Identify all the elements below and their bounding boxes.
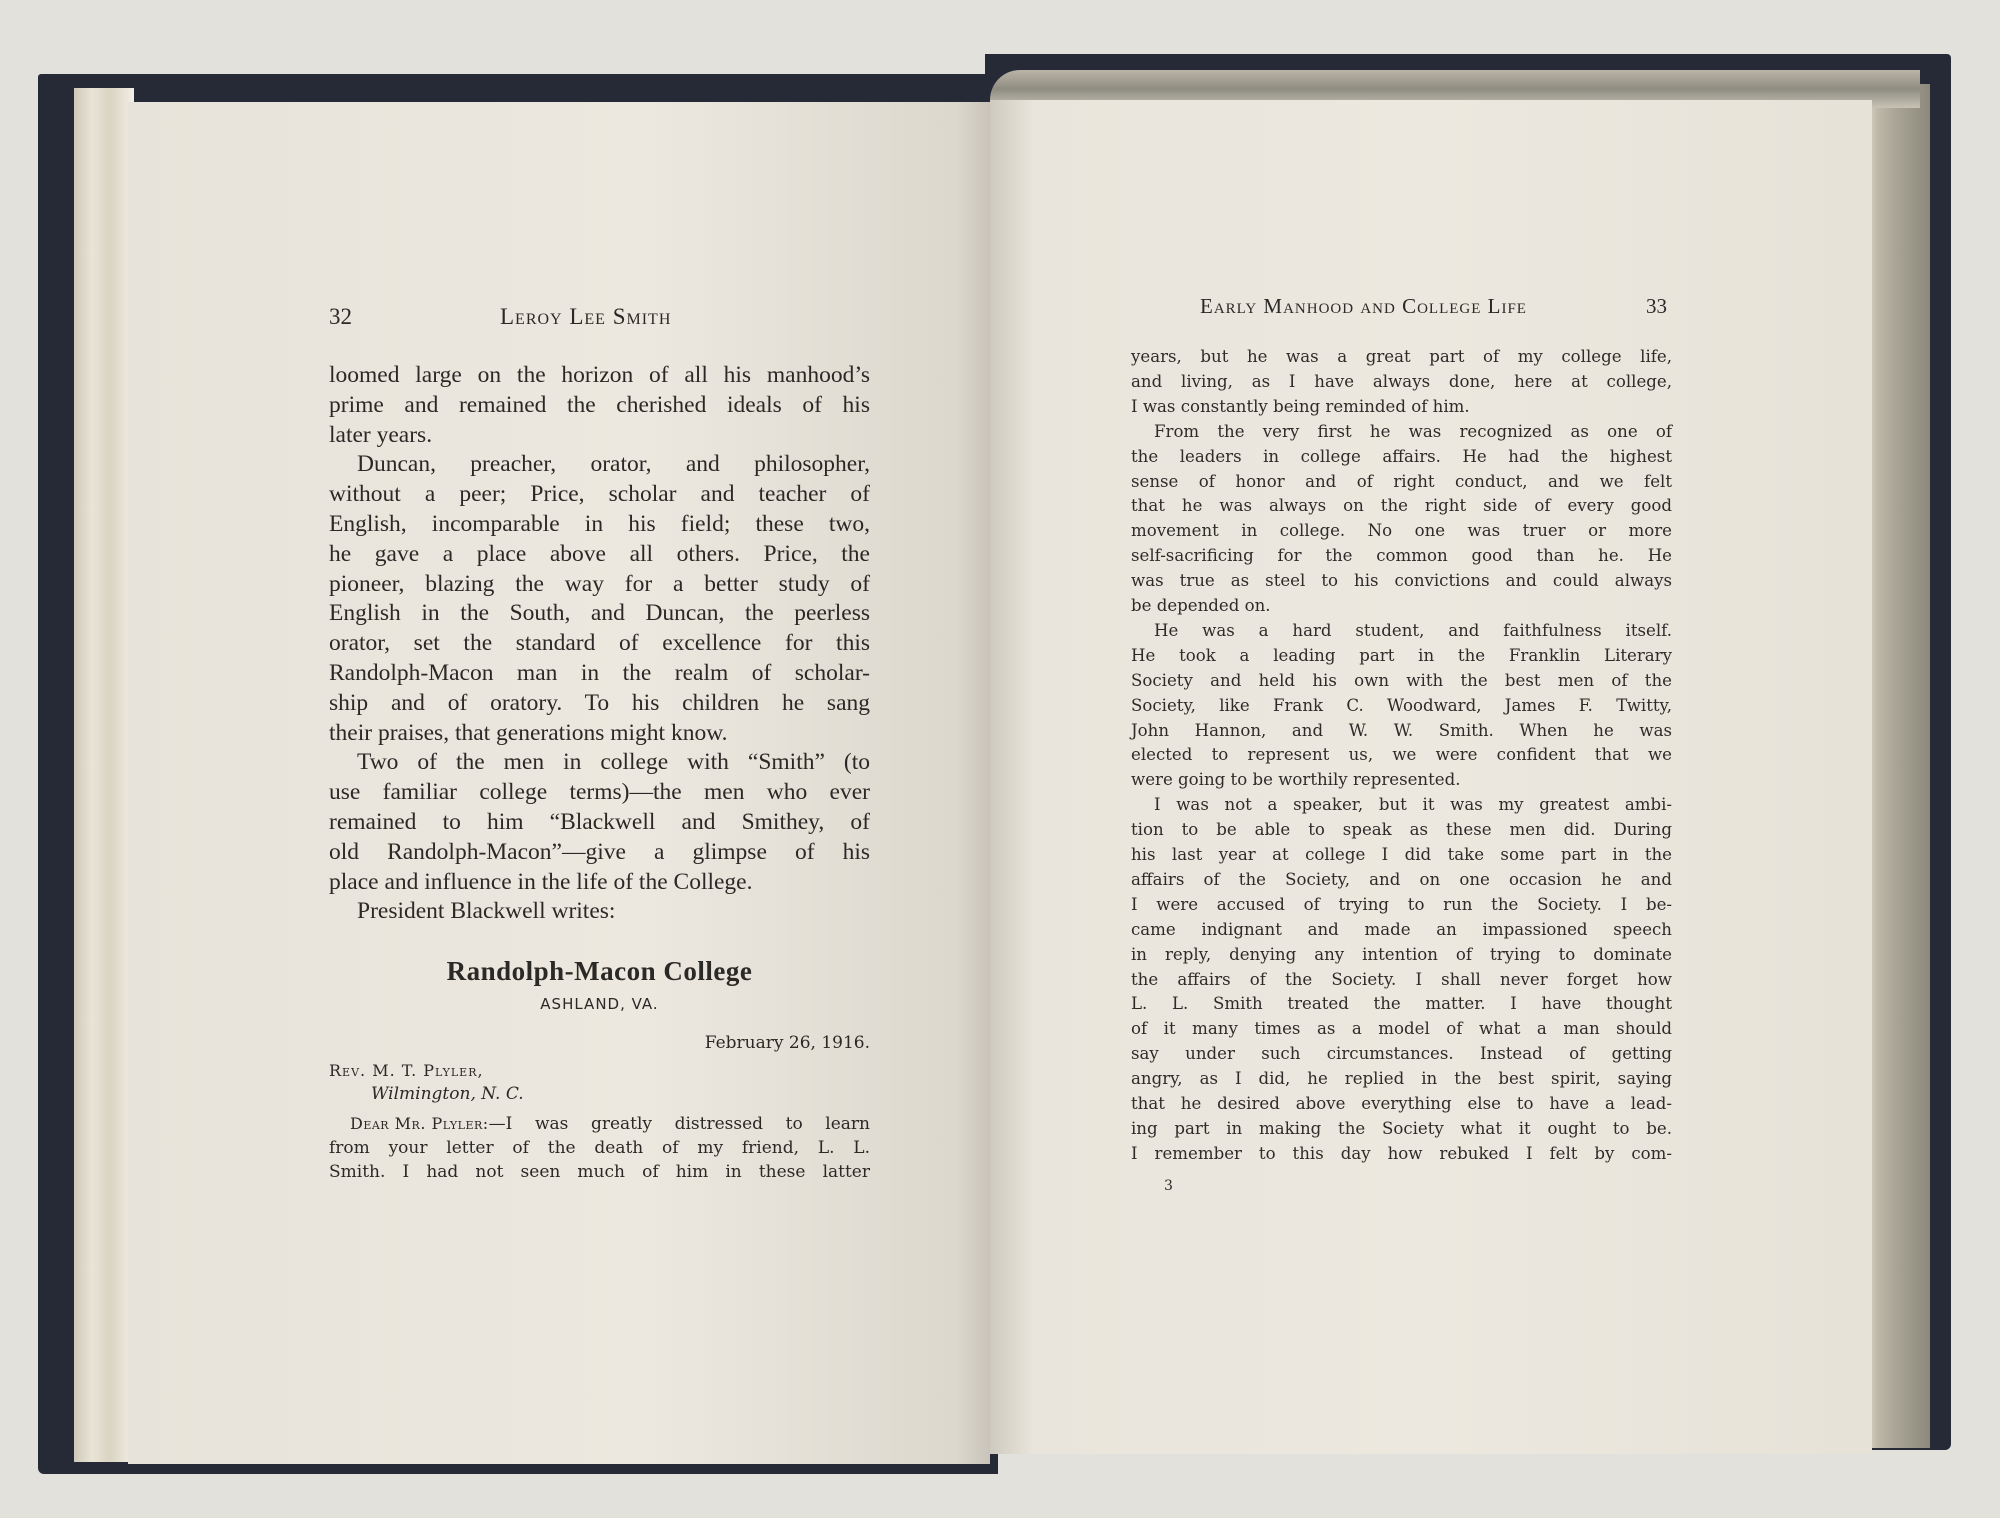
text-line: English, incomparable in his field; these two, <box>329 511 870 537</box>
text-line: was true as steel to his convictions and could always <box>1131 571 1672 591</box>
letterhead-location: ASHLAND, VA. <box>540 995 659 1013</box>
text-line: He was a hard student, and faithfulness itself. <box>1154 620 1672 640</box>
letter-addressee: Rev. M. T. Plyler, <box>329 1061 484 1080</box>
text-line: Two of the men in college with “Smith” (to <box>357 749 870 776</box>
text-line: movement in college. No one was truer or more <box>1131 521 1672 541</box>
text-line: and living, as I have always done, here at college, <box>1131 371 1672 391</box>
text-line: prime and remained the cherished ideals of his <box>329 391 870 418</box>
text-line: place and influence in the life of the College. <box>329 868 753 895</box>
letter-first-line <box>350 1114 870 1134</box>
letterhead-college-name: Randolph-Macon College <box>446 956 753 986</box>
text-line: From the very first he was recognized as one of <box>1154 421 1672 441</box>
text-line: pioneer, blazing the way for a better study of <box>329 570 870 597</box>
text-line: loomed large on the horizon of all his manhood’s <box>329 362 870 388</box>
text-line: He took a leading part in the Franklin Literary <box>1131 645 1672 665</box>
right-running-head: Early Manhood and College Life <box>1200 294 1527 318</box>
right-page-number: 33 <box>1646 294 1667 318</box>
text-line: self-sacrificing for the common good than he. He <box>1131 546 1672 566</box>
text-line: English in the South, and Duncan, the peerless <box>329 600 870 627</box>
text-line: of it many times as a model of what a man should <box>1131 1019 1672 1039</box>
letter-line: from your letter of the death of my friend, L. L. <box>329 1138 870 1158</box>
text-line: remained to him “Blackwell and Smithey, of <box>329 809 870 835</box>
text-line: be depended on. <box>1131 596 1271 615</box>
signature-mark: 3 <box>1164 1178 1173 1194</box>
letter-line: —I was greatly distressed to learn <box>488 1114 870 1134</box>
text-line: later years. <box>329 421 433 448</box>
text-line: were going to be worthily represented. <box>1131 770 1461 790</box>
text-line: that he desired above everything else to have a lead- <box>1131 1094 1672 1113</box>
text-line: his last year at college I did take some part in the <box>1131 845 1672 864</box>
text-line: affairs of the Society, and on one occasion he and <box>1131 869 1672 889</box>
text-line: ship and of oratory. To his children he sang <box>329 689 870 716</box>
letter-addressee-city: Wilmington, N. C. <box>371 1084 524 1104</box>
text-line: their praises, that generations might know. <box>329 719 728 746</box>
text-line: I was constantly being reminded of him. <box>1131 396 1470 416</box>
text-line: without a peer; Price, scholar and teacher of <box>329 481 870 508</box>
left-page-number: 32 <box>329 304 352 329</box>
letter-date: February 26, 1916. <box>704 1033 870 1053</box>
text-line: ing part in making the Society what it ought to be. <box>1131 1118 1672 1138</box>
text-line: say under such circumstances. Instead of getting <box>1131 1044 1672 1064</box>
text-line: John Hannon, and W. W. Smith. When he was <box>1131 720 1672 740</box>
text-line: Duncan, preacher, orator, and philosopher, <box>357 451 870 478</box>
text-line: Society and held his own with the best men of the <box>1131 670 1672 690</box>
letter-line: Smith. I had not seen much of him in these latter <box>329 1162 870 1182</box>
text-line: in reply, denying any intention of trying to dominate <box>1131 944 1672 964</box>
text-line: Society, like Frank C. Woodward, James F. Twitty, <box>1131 695 1672 715</box>
text-line: I were accused of trying to run the Society. I be- <box>1131 894 1672 914</box>
text-line: old Randolph-Macon”—give a glimpse of his <box>329 838 870 865</box>
text-line: I remember to this day how rebuked I felt by com- <box>1131 1143 1672 1163</box>
letter-salutation: Dear Mr. Plyler: <box>350 1114 489 1133</box>
left-running-head: Leroy Lee Smith <box>500 304 672 329</box>
text-line: came indignant and made an impassioned speech <box>1131 919 1672 939</box>
text-line: use familiar college terms)—the men who ever <box>329 779 870 806</box>
text-line: President Blackwell writes: <box>357 898 616 925</box>
text-line: L. L. Smith treated the matter. I have thought <box>1131 994 1672 1014</box>
text-line: he gave a place above all others. Price, the <box>329 540 870 567</box>
text-line: tion to be able to speak as these men did. During <box>1131 820 1672 840</box>
text-line: the affairs of the Society. I shall never forget how <box>1131 969 1672 989</box>
text-line: orator, set the standard of excellence for this <box>329 630 870 657</box>
text-line: Randolph-Macon man in the realm of scholar- <box>329 660 870 686</box>
text-line: angry, as I did, he replied in the best spirit, saying <box>1131 1069 1672 1089</box>
text-line: elected to represent us, we were confident that we <box>1131 745 1672 765</box>
text-line: that he was always on the right side of every good <box>1131 496 1672 516</box>
text-line: years, but he was a great part of my college life, <box>1131 347 1672 366</box>
text-line: I was not a speaker, but it was my greatest ambi- <box>1154 795 1672 815</box>
page-edges-left <box>74 88 134 1462</box>
text-line: sense of honor and of right conduct, and we felt <box>1131 471 1672 491</box>
text-line: the leaders in college affairs. He had the highest <box>1131 446 1672 466</box>
